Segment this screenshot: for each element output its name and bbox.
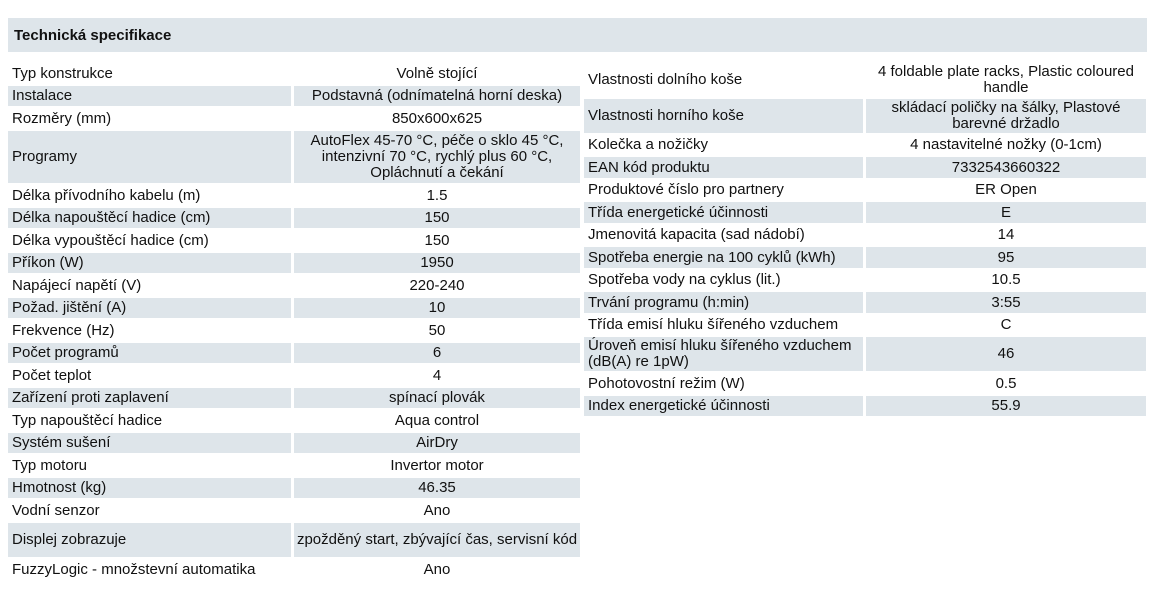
spec-value: skládací poličky na šálky, Plastové barevné držadlo <box>863 99 1146 135</box>
spec-row <box>8 410 580 433</box>
spec-row <box>584 99 1146 135</box>
spec-label: Typ napouštěcí hadice <box>8 410 291 433</box>
spec-row <box>8 185 580 208</box>
spec-row <box>8 131 580 185</box>
spec-row <box>8 108 580 131</box>
spec-row <box>584 292 1146 315</box>
spec-label: Délka přívodního kabelu (m) <box>8 185 291 208</box>
spec-label: Typ motoru <box>8 455 291 478</box>
spec-row <box>8 253 580 275</box>
spec-value: 220-240 <box>291 275 580 298</box>
spec-value: 55.9 <box>863 396 1146 418</box>
spec-label: Vodní senzor <box>8 500 291 523</box>
spec-label: Úroveň emisí hluku šířeného vzduchem (dB(A) re 1pW) <box>584 337 863 373</box>
spec-label: Požad. jištění (A) <box>8 298 291 320</box>
spec-row <box>8 86 580 108</box>
spec-value: Ano <box>291 559 580 582</box>
spec-label: Vlastnosti dolního koše <box>584 63 863 99</box>
spec-value: 10 <box>291 298 580 320</box>
spec-row <box>584 157 1146 180</box>
spec-row <box>584 63 1146 99</box>
spec-label: FuzzyLogic - množstevní automatika <box>8 559 291 582</box>
spec-value: AutoFlex 45-70 °C, péče o sklo 45 °C, intenzivní 70 °C, rychlý plus 60 °C, Opláchnutí a čekání <box>291 131 580 185</box>
spec-value: 46 <box>863 337 1146 373</box>
spec-label: Hmotnost (kg) <box>8 478 291 500</box>
spec-label: Délka vypouštěcí hadice (cm) <box>8 230 291 253</box>
spec-value: 4 foldable plate racks, Plastic coloured handle <box>863 63 1146 99</box>
spec-label: Jmenovitá kapacita (sad nádobí) <box>584 225 863 247</box>
spec-value: 7332543660322 <box>863 157 1146 180</box>
spec-row <box>8 63 580 86</box>
spec-label: Kolečka a nožičky <box>584 135 863 157</box>
spec-value: 150 <box>291 230 580 253</box>
spec-value: zpožděný start, zbývající čas, servisní kód <box>291 523 580 559</box>
spec-value: 850x600x625 <box>291 108 580 131</box>
spec-label: Programy <box>8 131 291 185</box>
spec-value: E <box>863 202 1146 225</box>
spec-label: Produktové číslo pro partnery <box>584 180 863 202</box>
spec-label: Vlastnosti horního koše <box>584 99 863 135</box>
spec-value: 10.5 <box>863 270 1146 292</box>
spec-value: 4 <box>291 365 580 388</box>
spec-value: 150 <box>291 208 580 230</box>
spec-row <box>584 135 1146 157</box>
spec-header <box>8 18 1147 52</box>
spec-value: 6 <box>291 343 580 365</box>
spec-row <box>8 559 580 582</box>
spec-label: Třída emisí hluku šířeného vzduchem <box>584 315 863 337</box>
spec-value: Invertor motor <box>291 455 580 478</box>
spec-row <box>8 343 580 365</box>
spec-label: Spotřeba vody na cyklus (lit.) <box>584 270 863 292</box>
spec-value: 1950 <box>291 253 580 275</box>
spec-table-right <box>584 63 1146 418</box>
spec-label: Trvání programu (h:min) <box>584 292 863 315</box>
spec-row <box>8 275 580 298</box>
spec-value: 0.5 <box>863 373 1146 396</box>
spec-label: Zařízení proti zaplavení <box>8 388 291 410</box>
spec-label: Frekvence (Hz) <box>8 320 291 343</box>
spec-row <box>8 298 580 320</box>
spec-row <box>8 478 580 500</box>
spec-label: Počet teplot <box>8 365 291 388</box>
spec-row <box>584 180 1146 202</box>
spec-row <box>8 388 580 410</box>
spec-label: Spotřeba energie na 100 cyklů (kWh) <box>584 247 863 270</box>
spec-label: Třída energetické účinnosti <box>584 202 863 225</box>
spec-row <box>8 433 580 455</box>
spec-value: Volně stojící <box>291 63 580 86</box>
spec-value: Aqua control <box>291 410 580 433</box>
spec-label: EAN kód produktu <box>584 157 863 180</box>
spec-row <box>584 337 1146 373</box>
spec-row <box>8 500 580 523</box>
spec-row <box>584 270 1146 292</box>
spec-row <box>584 396 1146 418</box>
spec-row <box>8 455 580 478</box>
spec-label: Typ konstrukce <box>8 63 291 86</box>
spec-label: Příkon (W) <box>8 253 291 275</box>
spec-label: Displej zobrazuje <box>8 523 291 559</box>
page-title: Technická specifikace <box>14 27 172 44</box>
spec-row <box>584 247 1146 270</box>
spec-value: ER Open <box>863 180 1146 202</box>
spec-value: 1.5 <box>291 185 580 208</box>
spec-value: 4 nastavitelné nožky (0-1cm) <box>863 135 1146 157</box>
spec-row <box>8 523 580 559</box>
spec-label: Pohotovostní režim (W) <box>584 373 863 396</box>
spec-value: 95 <box>863 247 1146 270</box>
spec-label: Počet programů <box>8 343 291 365</box>
spec-label: Index energetické účinnosti <box>584 396 863 418</box>
spec-row <box>8 208 580 230</box>
spec-row <box>584 202 1146 225</box>
spec-row <box>584 225 1146 247</box>
spec-label: Napájecí napětí (V) <box>8 275 291 298</box>
spec-value: spínací plovák <box>291 388 580 410</box>
spec-label: Délka napouštěcí hadice (cm) <box>8 208 291 230</box>
spec-row <box>8 320 580 343</box>
spec-row <box>584 373 1146 396</box>
spec-row <box>8 365 580 388</box>
spec-table-left <box>8 63 580 582</box>
spec-value: 14 <box>863 225 1146 247</box>
spec-row <box>584 315 1146 337</box>
spec-row <box>8 230 580 253</box>
spec-value: C <box>863 315 1146 337</box>
spec-value: AirDry <box>291 433 580 455</box>
spec-value: Ano <box>291 500 580 523</box>
spec-label: Systém sušení <box>8 433 291 455</box>
spec-value: 46.35 <box>291 478 580 500</box>
spec-value: Podstavná (odnímatelná horní deska) <box>291 86 580 108</box>
spec-value: 3:55 <box>863 292 1146 315</box>
spec-value: 50 <box>291 320 580 343</box>
spec-label: Rozměry (mm) <box>8 108 291 131</box>
spec-label: Instalace <box>8 86 291 108</box>
